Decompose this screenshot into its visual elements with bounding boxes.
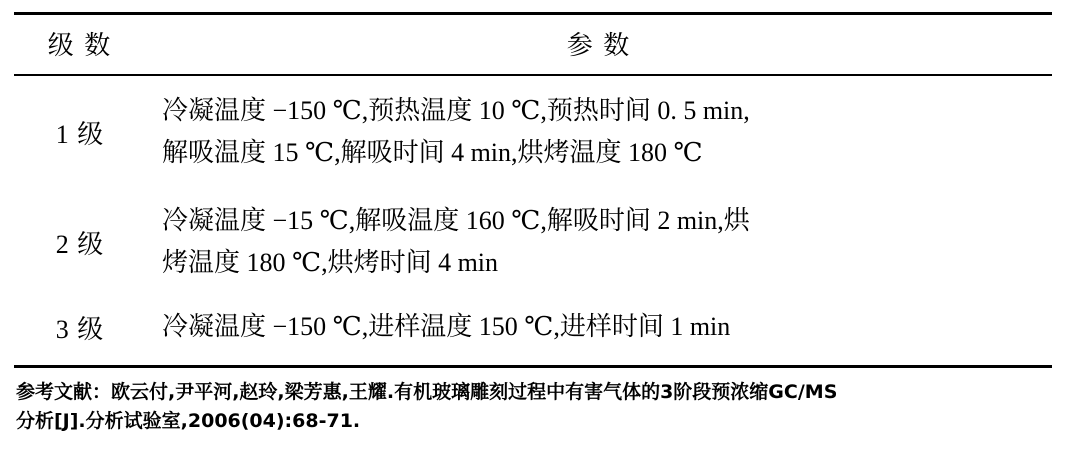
table-row: [14, 186, 1052, 296]
parameter-line: 烤温度 180 ℃,烘烤时间 4 min: [162, 248, 499, 278]
cell-parameters: [146, 186, 1052, 296]
parameters-table: [14, 15, 1052, 74]
table-header: [14, 15, 1052, 74]
table-row: [14, 76, 1052, 186]
parameter-line: 冷凝温度 −150 ℃,预热温度 10 ℃,预热时间 0. 5 min,: [162, 96, 750, 125]
cell-level: 3 级: [55, 314, 105, 344]
column-header-level: 级 数: [47, 31, 113, 60]
cell-level: 1 级: [55, 119, 105, 149]
cell-level: 2 级: [55, 229, 105, 259]
reference-block: [14, 368, 1052, 437]
reference-line: 分析[J].分析试验室,2006(04):68-71.: [16, 409, 361, 432]
table-row: [14, 296, 1052, 362]
cell-parameters: [146, 76, 1052, 186]
column-header-parameters: 参 数: [566, 31, 632, 60]
parameters-table-body: [14, 76, 1052, 363]
parameter-line: 冷凝温度 −15 ℃,解吸温度 160 ℃,解吸时间 2 min,烘: [162, 206, 750, 236]
cell-parameters: [146, 296, 1052, 362]
document-page: [0, 12, 1066, 462]
parameter-line: 解吸温度 15 ℃,解吸时间 4 min,烘烤温度 180 ℃: [162, 138, 703, 168]
parameter-line: 冷凝温度 −150 ℃,进样温度 150 ℃,进样时间 1 min: [162, 312, 731, 342]
reference-line: 参考文献：欧云付,尹平河,赵玲,梁芳惠,王耀.有机玻璃雕刻过程中有害气体的3阶段预浓缩GC/MS: [16, 380, 838, 403]
table-header-row: [14, 15, 1052, 74]
